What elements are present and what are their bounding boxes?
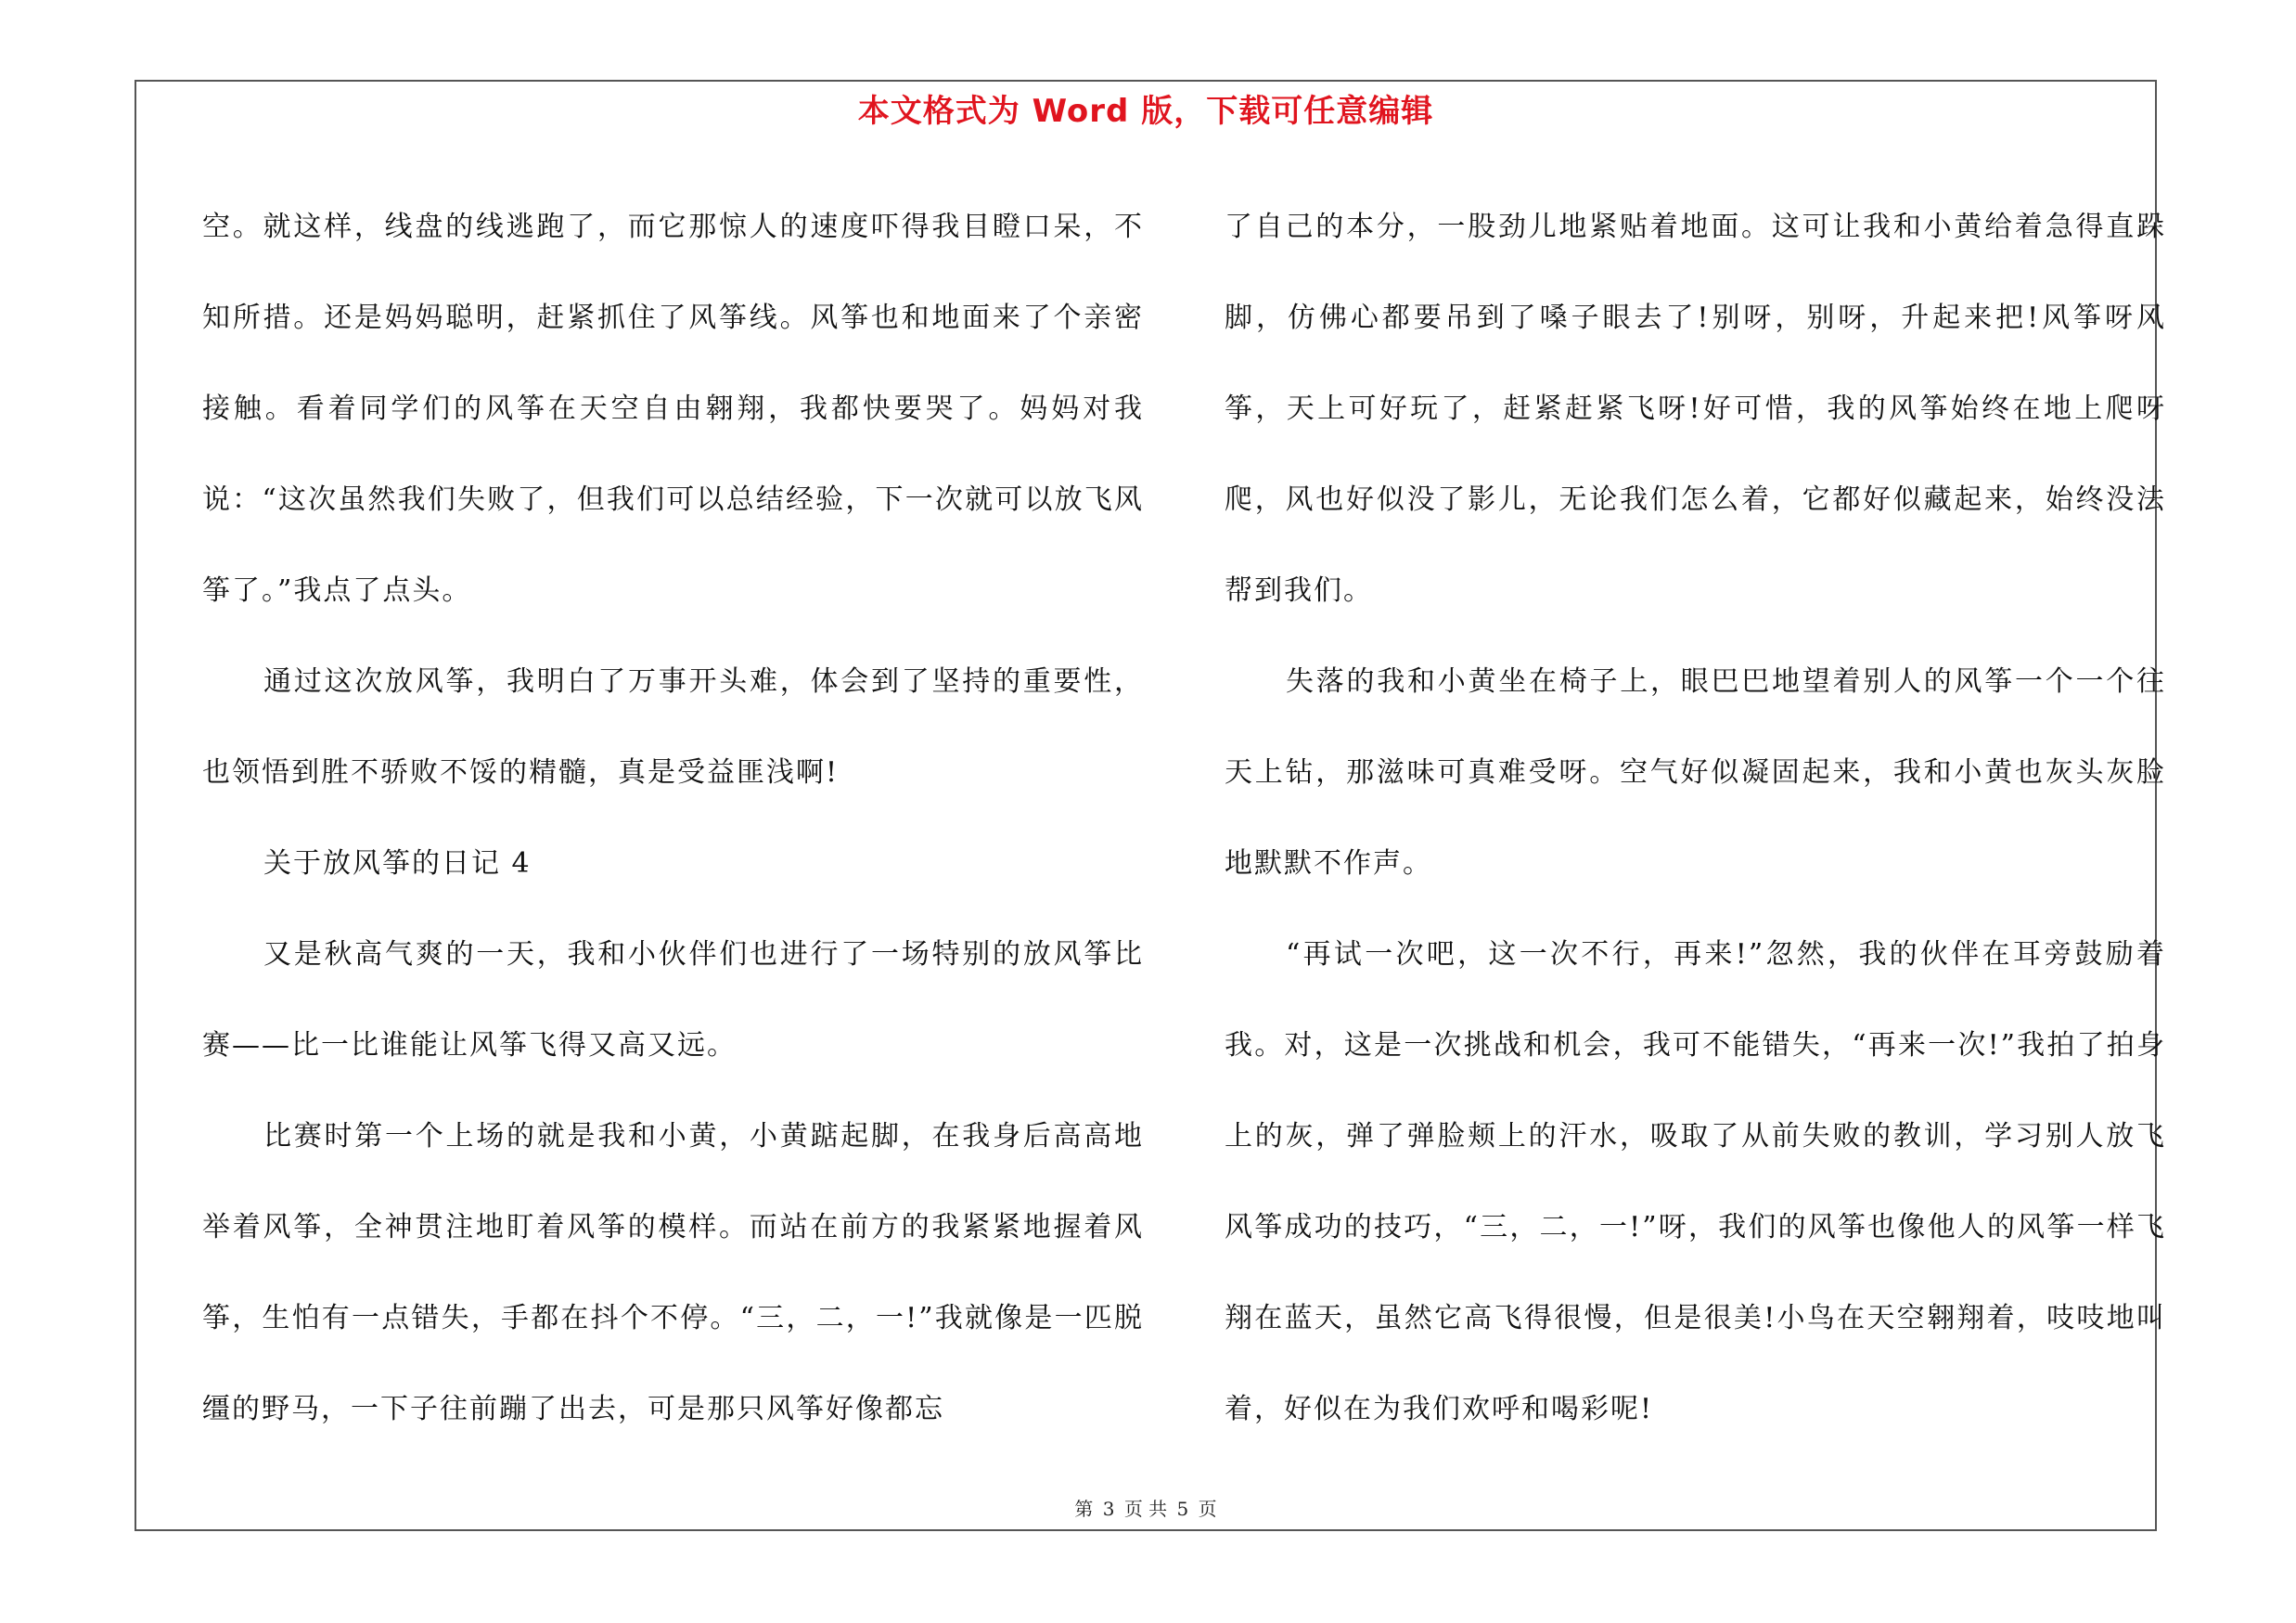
right-column xyxy=(1225,182,2166,1455)
page-prefix: 第 xyxy=(1074,1498,1094,1520)
page-middle: 页 共 xyxy=(1123,1498,1168,1520)
format-banner: 本文格式为 Word 版，下载可任意编辑 xyxy=(857,93,1434,130)
paragraph-continued: 空。就这样，线盘的线逃跑了，而它那惊人的速度吓得我目瞪口呆，不知所措。还是妈妈聪明，赶紧抓住了风筝线。风筝也和地面来了个亲密接触。看着同学们的风筝在天空自由翱翔，我都快要哭了。妈妈对我说：“这次虽然我们失败了，但我们可以总结经验，下一次就可以放飞风筝了。”我点了点头。 xyxy=(202,211,1144,607)
page-suffix: 页 xyxy=(1198,1498,1217,1520)
paragraph: “再试一次吧，这一次不行，再来!”忽然，我的伙伴在耳旁鼓励着我。对，这是一次挑战和机会，我可不能错失，“再来一次!”我拍了拍身上的灰，弹了弹脸颊上的汗水，吸取了从前失败的教训，学习别人放飞风筝成功的技巧，“三，二，一!”呀，我们的风筝也像他人的风筝一样飞翔在蓝天，虽然它高飞得很慢，但是很美!小鸟在天空翱翔着，吱吱地叫着，好似在为我们欢呼和喝彩呢! xyxy=(1225,938,2166,1425)
page-number xyxy=(135,1494,2157,1521)
paragraph: 又是秋高气爽的一天，我和小伙伴们也进行了一场特别的放风筝比赛——比一比谁能让风筝飞得又高又远。 xyxy=(202,938,1144,1062)
paragraph-continued: 了自己的本分，一股劲儿地紧贴着地面。这可让我和小黄给着急得直跺脚，仿佛心都要吊到了嗓子眼去了!别呀，别呀，升起来把!风筝呀风筝，天上可好玩了，赶紧赶紧飞呀!好可惜，我的风筝始终在地上爬呀爬，风也好似没了影儿，无论我们怎么着，它都好似藏起来，始终没法帮到我们。 xyxy=(1225,211,2166,607)
page-total: 5 xyxy=(1176,1498,1189,1520)
page-current: 3 xyxy=(1102,1498,1115,1520)
paragraph: 比赛时第一个上场的就是我和小黄，小黄踮起脚，在我身后高高地举着风筝，全神贯注地盯着风筝的模样。而站在前方的我紧紧地握着风筝，生怕有一点错失，手都在抖个不停。“三，二，一!”我就像是一匹脱缰的野马，一下子往前蹦了出去，可是那只风筝好像都忘 xyxy=(202,1120,1144,1425)
left-column xyxy=(202,182,1144,1455)
paragraph: 通过这次放风筝，我明白了万事开头难，体会到了坚持的重要性，也领悟到胜不骄败不馁的精髓，真是受益匪浅啊! xyxy=(202,665,1144,789)
section-heading: 关于放风筝的日记 4 xyxy=(263,847,532,880)
paragraph: 失落的我和小黄坐在椅子上，眼巴巴地望着别人的风筝一个一个往天上钻，那滋味可真难受呀。空气好似凝固起来，我和小黄也灰头灰脸地默默不作声。 xyxy=(1225,665,2166,880)
